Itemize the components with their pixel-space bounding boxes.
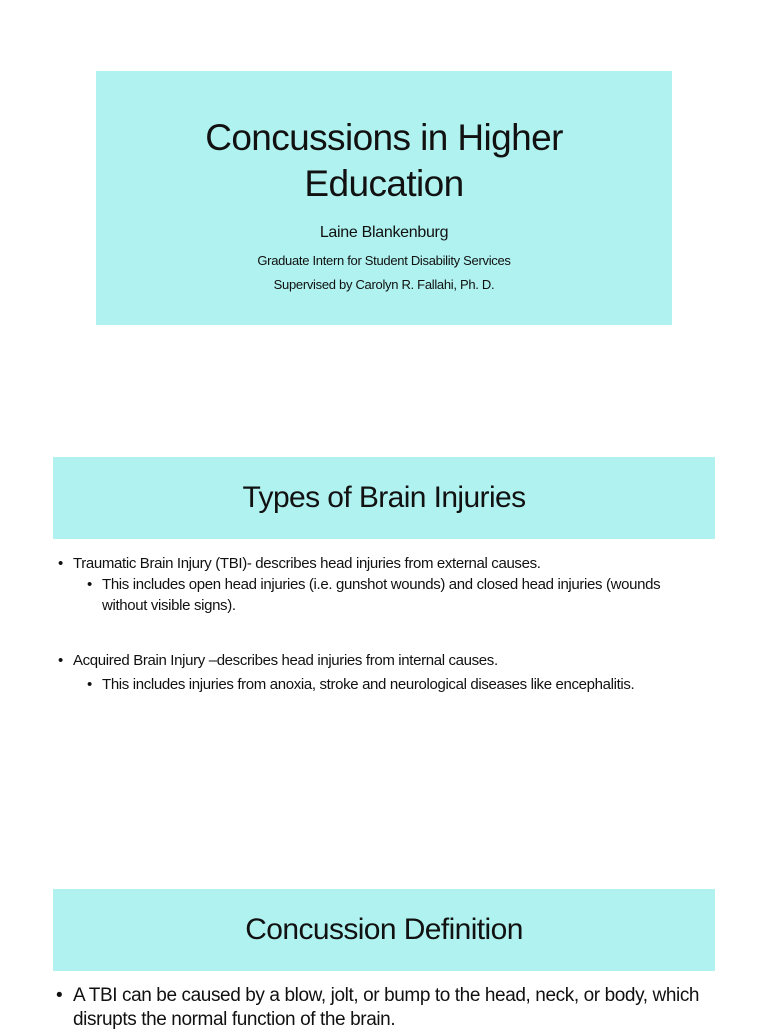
bullet-item: [56, 984, 713, 1032]
author-role: Graduate Intern for Student Disability Services: [257, 253, 511, 268]
bullet-icon: •: [58, 652, 63, 669]
title-line-1: Concussions in Higher: [205, 117, 563, 158]
bullet-text: A TBI can be caused by a blow, jolt, or bump to the head, neck, or body, which disrupts the normal function of the brain.: [73, 985, 700, 1030]
slide-heading: Concussion Definition: [245, 913, 523, 946]
bullet-text: Traumatic Brain Injury (TBI)- describes head injuries from external causes.: [73, 555, 541, 572]
bullet-icon: •: [58, 555, 63, 572]
bullet-icon: •: [87, 576, 92, 593]
supervisor: Supervised by Carolyn R. Fallahi, Ph. D.: [273, 277, 495, 292]
bullet-text: This includes open head injuries (i.e. gunshot wounds) and closed head injuries (wounds without visible signs).: [102, 576, 661, 614]
sub-bullet-item: [87, 674, 682, 695]
bullet-text: This includes injuries from anoxia, stroke and neurological diseases like encephalitis.: [102, 676, 635, 693]
bullet-icon: •: [87, 676, 92, 693]
title-slide: [96, 71, 672, 325]
slide-heading-box: [53, 457, 715, 539]
slide-heading: Types of Brain Injuries: [242, 481, 526, 514]
presentation-title: [96, 115, 672, 207]
sub-bullet-item: [87, 574, 682, 616]
bullet-item: [58, 650, 713, 671]
bullet-icon: •: [56, 985, 63, 1006]
slide-heading-box: [53, 889, 715, 971]
bullet-item: [58, 553, 713, 574]
title-line-2: Education: [304, 163, 464, 204]
author-name: Laine Blankenburg: [319, 224, 449, 241]
bullet-text: Acquired Brain Injury –describes head injuries from internal causes.: [73, 652, 498, 669]
